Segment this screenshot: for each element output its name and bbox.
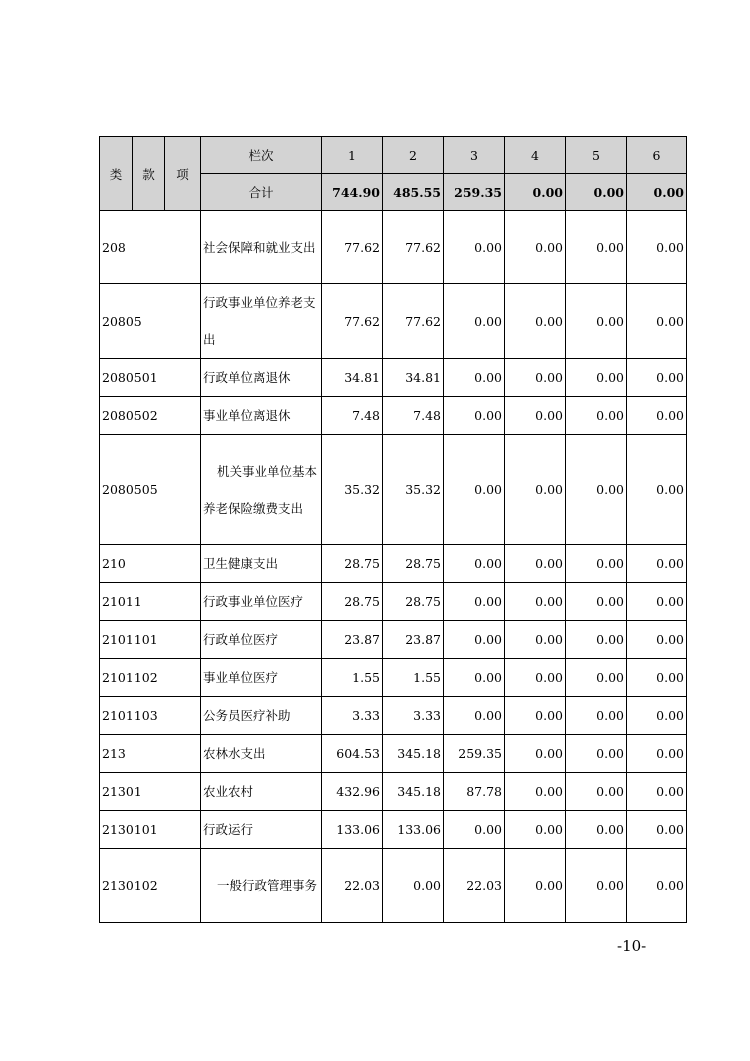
row-value: 345.18: [383, 773, 444, 811]
row-value: 0.00: [505, 583, 566, 621]
row-code: 210: [100, 545, 201, 583]
row-code: 2101102: [100, 659, 201, 697]
row-value: 0.00: [627, 545, 687, 583]
row-value: 0.00: [627, 735, 687, 773]
row-value: 0.00: [627, 811, 687, 849]
row-name: 机关事业单位基本养老保险缴费支出: [201, 435, 322, 545]
row-value: 0.00: [566, 359, 627, 397]
header-kuan: 款: [133, 137, 165, 211]
row-value: 77.62: [322, 211, 383, 284]
row-value: 0.00: [566, 397, 627, 435]
row-value: 0.00: [566, 211, 627, 284]
row-value: 0.00: [444, 659, 505, 697]
row-code: 20805: [100, 284, 201, 359]
row-value: 0.00: [444, 621, 505, 659]
header-col-number: 6: [627, 137, 687, 174]
row-value: 77.62: [383, 211, 444, 284]
row-value: 0.00: [444, 211, 505, 284]
total-value: 744.90: [322, 174, 383, 211]
row-value: 0.00: [566, 849, 627, 923]
row-name: 农业农村: [201, 773, 322, 811]
total-label: 合计: [201, 174, 322, 211]
row-value: 0.00: [627, 435, 687, 545]
table-row: [100, 583, 687, 621]
row-code: 208: [100, 211, 201, 284]
row-value: 77.62: [383, 284, 444, 359]
row-value: 0.00: [627, 397, 687, 435]
row-value: 7.48: [383, 397, 444, 435]
row-value: 22.03: [444, 849, 505, 923]
row-value: 1.55: [383, 659, 444, 697]
header-col-number: 2: [383, 137, 444, 174]
row-value: 0.00: [444, 359, 505, 397]
table-row: [100, 811, 687, 849]
total-value: 0.00: [566, 174, 627, 211]
page-number: -10-: [617, 937, 647, 955]
total-value: 0.00: [505, 174, 566, 211]
row-code: 213: [100, 735, 201, 773]
row-name: 事业单位医疗: [201, 659, 322, 697]
row-value: 0.00: [627, 284, 687, 359]
row-value: 28.75: [383, 583, 444, 621]
row-value: 0.00: [505, 435, 566, 545]
row-value: 0.00: [444, 811, 505, 849]
row-value: 0.00: [566, 545, 627, 583]
row-value: 0.00: [566, 284, 627, 359]
row-value: 0.00: [627, 211, 687, 284]
row-code: 2080501: [100, 359, 201, 397]
row-value: 0.00: [566, 659, 627, 697]
row-value: 28.75: [383, 545, 444, 583]
row-code: 2101101: [100, 621, 201, 659]
total-value: 485.55: [383, 174, 444, 211]
row-name: 农林水支出: [201, 735, 322, 773]
row-code: 2130102: [100, 849, 201, 923]
row-value: 23.87: [322, 621, 383, 659]
row-name: 行政运行: [201, 811, 322, 849]
row-value: 0.00: [505, 621, 566, 659]
row-value: 3.33: [322, 697, 383, 735]
row-value: 0.00: [444, 583, 505, 621]
row-value: 259.35: [444, 735, 505, 773]
table-row: [100, 659, 687, 697]
row-value: 0.00: [566, 435, 627, 545]
row-value: 0.00: [566, 735, 627, 773]
row-code: 2080502: [100, 397, 201, 435]
row-code: 2080505: [100, 435, 201, 545]
row-name: 行政单位医疗: [201, 621, 322, 659]
row-name: 一般行政管理事务: [201, 849, 322, 923]
row-code: 2101103: [100, 697, 201, 735]
header-col-number: 1: [322, 137, 383, 174]
row-code: 2130101: [100, 811, 201, 849]
table-row: [100, 359, 687, 397]
row-value: 0.00: [505, 849, 566, 923]
table-row: [100, 621, 687, 659]
table-row: [100, 735, 687, 773]
row-value: 345.18: [383, 735, 444, 773]
row-value: 0.00: [505, 359, 566, 397]
total-value: 0.00: [627, 174, 687, 211]
header-xiang: 项: [165, 137, 201, 211]
row-value: 604.53: [322, 735, 383, 773]
row-value: 0.00: [566, 773, 627, 811]
budget-table: [99, 136, 687, 923]
row-value: 133.06: [383, 811, 444, 849]
row-value: 0.00: [566, 583, 627, 621]
row-value: 0.00: [444, 697, 505, 735]
row-value: 0.00: [444, 397, 505, 435]
row-value: 87.78: [444, 773, 505, 811]
row-value: 0.00: [505, 545, 566, 583]
row-value: 0.00: [505, 211, 566, 284]
header-col-number: 5: [566, 137, 627, 174]
row-value: 0.00: [444, 545, 505, 583]
row-value: 34.81: [322, 359, 383, 397]
header-col-number: 3: [444, 137, 505, 174]
row-value: 28.75: [322, 583, 383, 621]
row-value: 0.00: [627, 621, 687, 659]
row-code: 21011: [100, 583, 201, 621]
row-value: 0.00: [627, 849, 687, 923]
row-value: 0.00: [566, 811, 627, 849]
row-value: 0.00: [566, 621, 627, 659]
row-value: 0.00: [505, 284, 566, 359]
row-value: 0.00: [505, 773, 566, 811]
header-lanci: 栏次: [201, 137, 322, 174]
row-value: 35.32: [322, 435, 383, 545]
total-value: 259.35: [444, 174, 505, 211]
row-value: 0.00: [505, 697, 566, 735]
header-col-number: 4: [505, 137, 566, 174]
row-value: 28.75: [322, 545, 383, 583]
table-row: [100, 773, 687, 811]
row-value: 0.00: [505, 397, 566, 435]
row-value: 0.00: [627, 359, 687, 397]
row-value: 0.00: [505, 811, 566, 849]
row-value: 23.87: [383, 621, 444, 659]
row-value: 3.33: [383, 697, 444, 735]
row-value: 1.55: [322, 659, 383, 697]
table-row: [100, 284, 687, 359]
header-lei: 类: [100, 137, 133, 211]
table-row: [100, 397, 687, 435]
row-value: 0.00: [383, 849, 444, 923]
row-name: 公务员医疗补助: [201, 697, 322, 735]
row-name: 社会保障和就业支出: [201, 211, 322, 284]
row-value: 22.03: [322, 849, 383, 923]
row-name: 行政事业单位医疗: [201, 583, 322, 621]
table-row: [100, 211, 687, 284]
row-value: 34.81: [383, 359, 444, 397]
row-value: 0.00: [444, 284, 505, 359]
row-value: 35.32: [383, 435, 444, 545]
row-name: 事业单位离退休: [201, 397, 322, 435]
row-name: 卫生健康支出: [201, 545, 322, 583]
row-value: 0.00: [444, 435, 505, 545]
table-row: [100, 545, 687, 583]
row-value: 0.00: [627, 697, 687, 735]
table-row: [100, 697, 687, 735]
row-value: 432.96: [322, 773, 383, 811]
row-value: 0.00: [627, 773, 687, 811]
row-value: 7.48: [322, 397, 383, 435]
table-row: [100, 849, 687, 923]
row-name: 行政单位离退休: [201, 359, 322, 397]
row-value: 0.00: [627, 583, 687, 621]
row-value: 0.00: [505, 735, 566, 773]
row-value: 77.62: [322, 284, 383, 359]
row-name: 行政事业单位养老支出: [201, 284, 322, 359]
row-value: 133.06: [322, 811, 383, 849]
row-code: 21301: [100, 773, 201, 811]
row-value: 0.00: [566, 697, 627, 735]
row-value: 0.00: [627, 659, 687, 697]
table-row: [100, 435, 687, 545]
row-value: 0.00: [505, 659, 566, 697]
